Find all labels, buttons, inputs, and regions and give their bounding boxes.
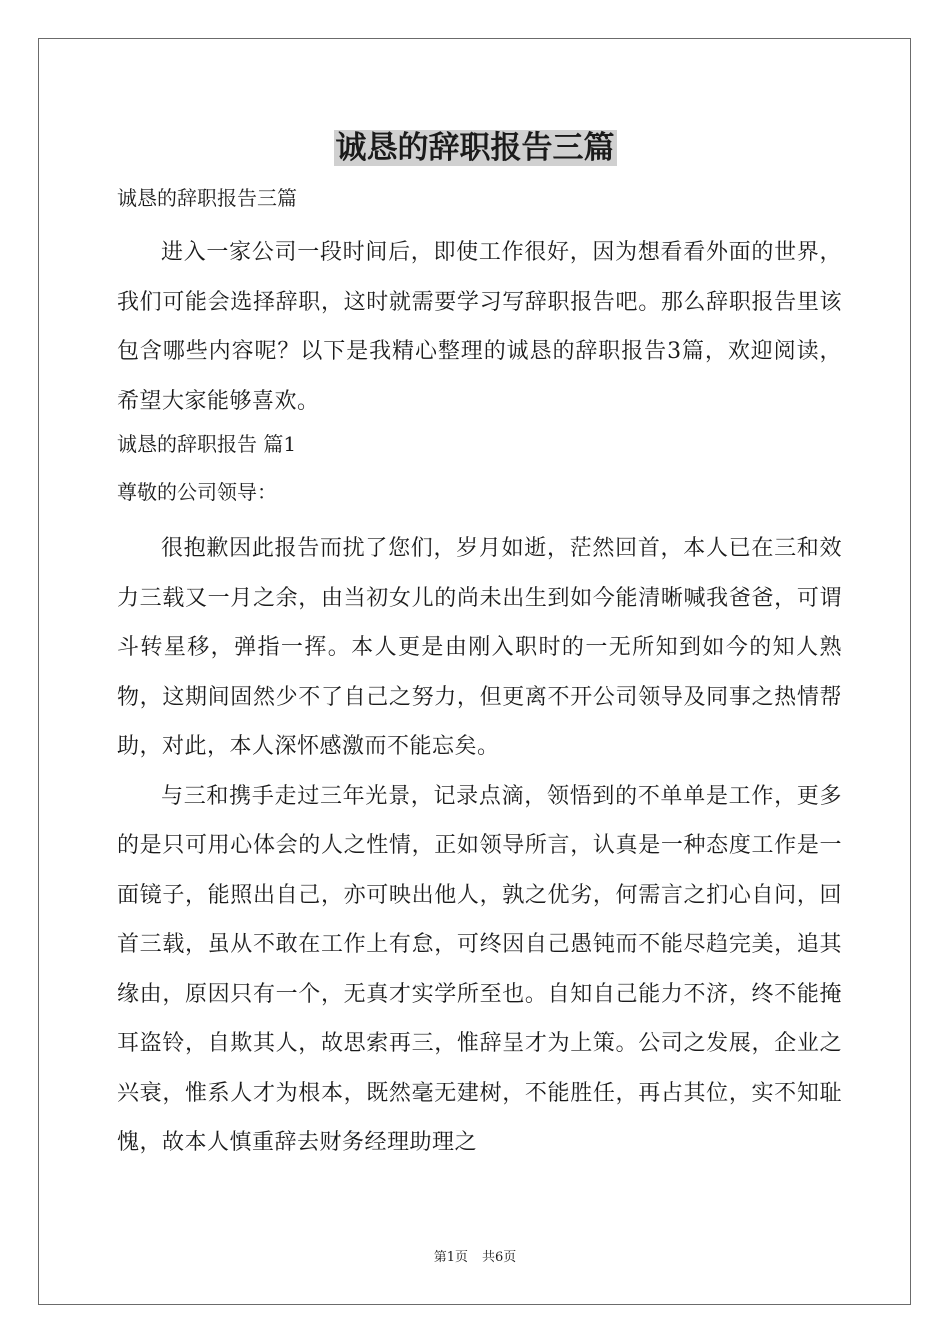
salutation: 尊敬的公司领导： [117,480,277,504]
document-title-text: 诚恳的辞职报告三篇 [335,130,615,166]
page-number: 第1页 [433,1250,468,1265]
body-paragraph: 很抱歉因此报告而扰了您们，岁月如逝，茫然回首，本人已在三和效力三载又一月之余，由当初女儿的尚未出生到如今能清晰喊我爸爸，可谓斗转星移，弹指一挥。本人更是由刚入职时的一无所知到如今的知人熟物，这期间固然少不了自己之努力，但更离不开公司领导及同事之热情帮助，对此，本人深怀感激而不能忘矣。 [117,536,842,759]
document-body [117,183,842,1168]
document-subtitle: 诚恳的辞职报告三篇 [117,186,297,210]
section-heading: 诚恳的辞职报告 篇1 [117,432,297,456]
intro-paragraph: 进入一家公司一段时间后，即使工作很好，因为想看看外面的世界，我们可能会选择辞职，这时就需要学习写辞职报告吧。那么辞职报告里该包含哪些内容呢？以下是我精心整理的诚恳的辞职报告3篇，欢迎阅读，希望大家能够喜欢。 [117,240,842,414]
page-total: 共6页 [482,1250,517,1265]
document-title [0,126,950,170]
page-footer [0,1249,950,1267]
body-paragraph: 与三和携手走过三年光景，记录点滴，领悟到的不单单是工作，更多的是只可用心体会的人之性情，正如领导所言，认真是一种态度工作是一面镜子，能照出自己，亦可映出他人，孰之优劣，何需言之扪心自问，回首三载，虽从不敢在工作上有怠，可终因自己愚钝而不能尽趋完美，追其缘由，原因只有一个，无真才实学所至也。自知自己能力不济，终不能掩耳盗铃，自欺其人，故思索再三，惟辞呈才为上策。公司之发展，企业之兴衰，惟系人才为根本，既然毫无建树，不能胜任，再占其位，实不知耻愧，故本人慎重辞去财务经理助理之 [117,783,842,1155]
